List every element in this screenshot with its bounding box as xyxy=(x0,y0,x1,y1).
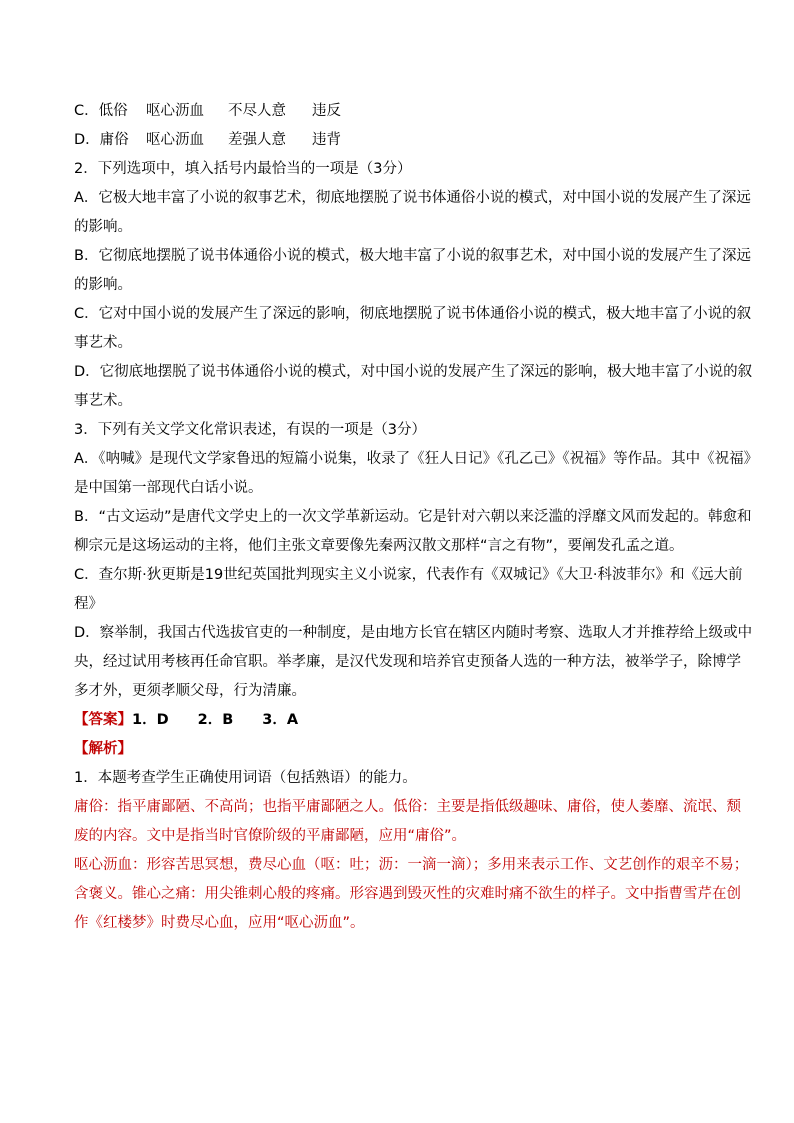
q2-option-b[interactable]: B．它彻底地摆脱了说书体通俗小说的模式，极大地丰富了小说的叙事艺术，对中国小说的发展产生了深远 xyxy=(74,248,751,264)
q2-option-d-cont: 事艺术。 xyxy=(74,393,132,409)
q3-option-a-cont: 是中国第一部现代白话小说。 xyxy=(74,480,263,496)
q3-option-a[interactable]: A．《呐喊》是现代文学家鲁迅的短篇小说集，收录了《狂人日记》《孔乙己》《祝福》等作品。其中《祝福》 xyxy=(74,451,759,467)
q2-option-a-cont: 的影响。 xyxy=(74,219,132,235)
q3-option-c[interactable]: C．查尔斯·狄更斯是19世纪英国批判现实主义小说家，代表作有《双城记》《大卫·科波菲尔》和《远大前 xyxy=(74,567,743,583)
q2-option-c[interactable]: C．它对中国小说的发展产生了深远的影响，彻底地摆脱了说书体通俗小说的模式，极大地丰富了小说的叙 xyxy=(74,306,752,322)
q3-option-c-cont: 程》 xyxy=(74,596,103,612)
q3-option-d[interactable]: D．察举制，我国古代选拔官吏的一种制度，是由地方长官在辖区内随时考察、选取人才并推荐给上级或中 xyxy=(74,625,753,641)
option-word: D．庸俗 xyxy=(74,132,129,148)
option-word: 违背 xyxy=(312,132,341,148)
analysis-text: 废的内容。文中是指当时官僚阶级的平庸鄙陋，应用“庸俗”。 xyxy=(74,828,467,844)
analysis-tag: 【解析】 xyxy=(74,741,132,757)
option-word: 违反 xyxy=(312,103,341,119)
q2-option-c-cont: 事艺术。 xyxy=(74,335,132,351)
q3-stem: 3．下列有关文学文化常识表述，有误的一项是（3分） xyxy=(74,422,426,438)
q2-option-a[interactable]: A．它极大地丰富了小说的叙事艺术，彻底地摆脱了说书体通俗小说的模式，对中国小说的发展产生了深远 xyxy=(74,190,751,206)
q3-option-b[interactable]: B．“古文运动”是唐代文学史上的一次文学革新运动。它是针对六朝以来泛滥的浮靡文风而发起的。韩愈和 xyxy=(74,509,752,525)
analysis-text: 含褒义。锥心之痛：用尖锥刺心般的疼痛。形容遇到毁灭性的灾难时痛不欲生的样子。文中指曹雪芹在创 xyxy=(74,886,741,902)
q2-stem: 2．下列选项中，填入括号内最恰当的一项是（3分） xyxy=(74,161,412,177)
option-word: 呕心沥血 xyxy=(146,103,204,119)
q1-option-c[interactable] xyxy=(74,97,734,126)
option-word: 不尽人意 xyxy=(228,103,286,119)
answer-line xyxy=(74,706,734,735)
q2-option-d[interactable]: D．它彻底地摆脱了说书体通俗小说的模式，对中国小说的发展产生了深远的影响，极大地丰富了小说的叙 xyxy=(74,364,753,380)
analysis-intro: 1．本题考查学生正确使用词语（包括熟语）的能力。 xyxy=(74,770,417,786)
q3-option-d-cont: 央，经过试用考核再任命官职。举孝廉，是汉代发现和培养官吏预备人选的一种方法，被举学子，除博学 xyxy=(74,654,741,670)
analysis-text: 庸俗：指平庸鄙陋、不高尚；也指平庸鄙陋之人。低俗：主要是指低级趣味、庸俗，使人萎靡、流氓、颓 xyxy=(74,799,741,815)
analysis-line xyxy=(74,735,734,764)
option-word: 差强人意 xyxy=(228,132,286,148)
option-word: C．低俗 xyxy=(74,103,128,119)
option-word: 呕心沥血 xyxy=(146,132,204,148)
analysis-text: 呕心沥血：形容苦思冥想，费尽心血（呕：吐；沥：一滴一滴）；多用来表示工作、文艺创作的艰辛不易； xyxy=(74,857,749,873)
q2-option-b-cont: 的影响。 xyxy=(74,277,132,293)
q3-option-b-cont: 柳宗元是这场运动的主将，他们主张文章要像先秦两汉散文那样“言之有物”，要阐发孔孟之道。 xyxy=(74,538,684,554)
answer-tag: 【答案】 xyxy=(74,712,132,728)
q3-option-d-cont: 多才外，更须孝顺父母，行为清廉。 xyxy=(74,683,306,699)
analysis-text: 作《红楼梦》时费尽心血，应用“呕心沥血”。 xyxy=(74,915,365,931)
q1-option-d[interactable] xyxy=(74,126,734,155)
answer-text: 1．D 2．B 3．A xyxy=(132,712,299,728)
